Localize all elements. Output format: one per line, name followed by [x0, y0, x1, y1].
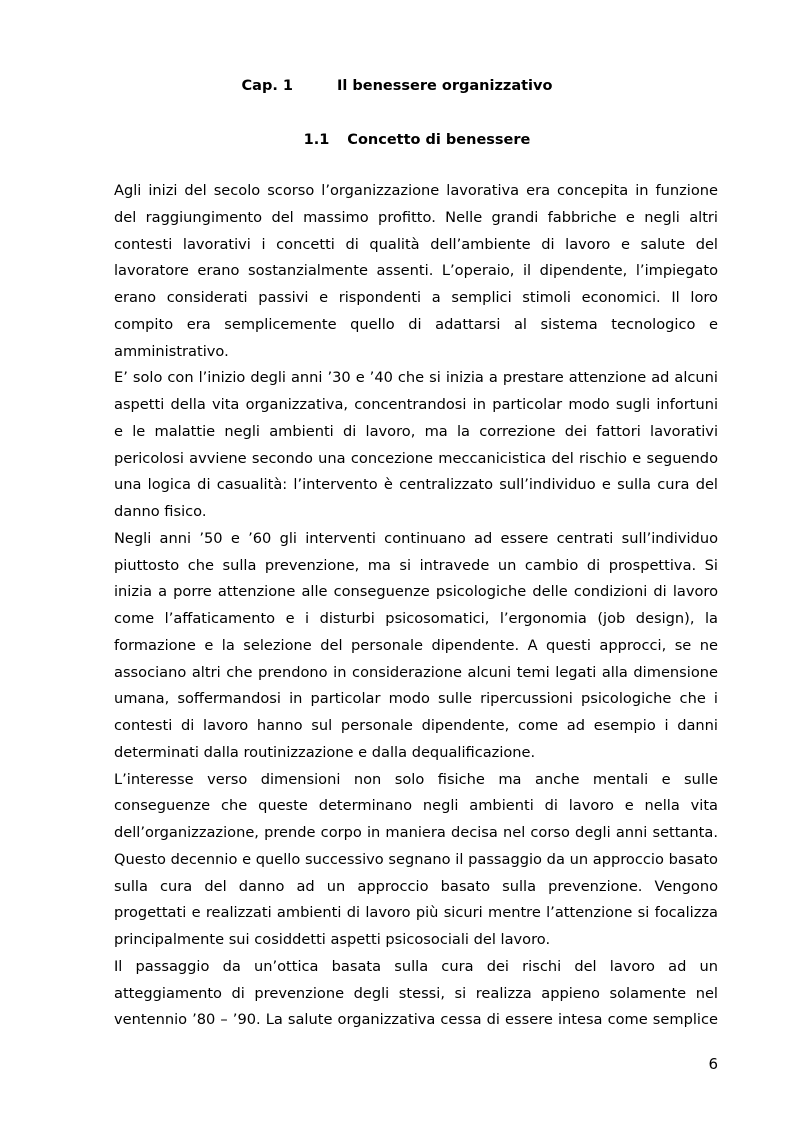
text-line: atteggiamento di prevenzione degli stessi, si realizza appieno solamente nel: [114, 984, 718, 1002]
text-line: lavoratore erano sostanzialmente assenti. L’operaio, il dipendente, l’impiegato: [114, 262, 718, 280]
chapter-heading: [0, 76, 794, 96]
page-number: 6: [708, 1055, 718, 1073]
text-line: sulla cura del danno ad un approccio basato sulla prevenzione. Vengono: [114, 877, 718, 895]
section-heading: [0, 130, 794, 150]
text-line: danno fisico.: [114, 503, 207, 520]
text-line: una logica di casualità: l’intervento è centralizzato sull’individuo e sulla cura del: [114, 476, 718, 494]
text-line: e le malattie negli ambienti di lavoro, ma la correzione dei fattori lavorativi: [114, 422, 718, 440]
text-line: associano altri che prendono in considerazione alcuni temi legati alla dimensione: [114, 663, 718, 681]
text-line: aspetti della vita organizzativa, concentrandosi in particolar modo sugli infortuni: [114, 396, 718, 413]
text-line: compito era semplicemente quello di adattarsi al sistema tecnologico e: [114, 315, 718, 333]
text-line: erano considerati passivi e rispondenti a semplici stimoli economici. Il loro: [114, 289, 718, 306]
section-title: Concetto di benessere: [347, 132, 531, 148]
text-line: amministrativo.: [114, 342, 229, 360]
text-line: inizia a porre attenzione alle conseguenze psicologiche delle condizioni di lavoro: [114, 583, 718, 601]
text-line: come l’affaticamento e i disturbi psicosomatici, l’ergonomia (job design), la: [114, 610, 718, 627]
body-text: [114, 178, 718, 1034]
text-line: formazione e la selezione del personale dipendente. A questi approcci, se ne: [114, 636, 718, 654]
text-line: principalmente sui cosiddetti aspetti psicosociali del lavoro.: [114, 931, 551, 948]
text-line: Questo decennio e quello successivo segnano il passaggio da un approccio basato: [114, 850, 718, 868]
text-line: contesti lavorativi i concetti di qualità dell’ambiente di lavoro e salute del: [114, 235, 718, 253]
section-number: 1.1: [303, 132, 330, 148]
text-line: del raggiungimento del massimo profitto. Nelle grandi fabbriche e negli altri: [114, 208, 718, 226]
chapter-title: Il benessere organizzativo: [336, 78, 553, 94]
text-line: conseguenze che queste determinano negli ambienti di lavoro e nella vita: [114, 797, 718, 815]
text-line: dell’organizzazione, prende corpo in maniera decisa nel corso degli anni settanta.: [114, 824, 718, 841]
chapter-number: Cap. 1: [241, 78, 293, 94]
text-line: L’interesse verso dimensioni non solo fisiche ma anche mentali e sulle: [114, 770, 718, 788]
text-line: ventennio ’80 – ’90. La salute organizzativa cessa di essere intesa come semplice: [114, 1011, 718, 1029]
text-line: progettati e realizzati ambienti di lavoro più sicuri mentre l’attenzione si focalizza: [114, 904, 718, 922]
text-line: E’ solo con l’inizio degli anni ’30 e ’40 che si inizia a prestare attenzione ad alcuni: [114, 369, 718, 387]
text-line: Agli inizi del secolo scorso l’organizzazione lavorativa era concepita in funzione: [114, 182, 718, 199]
text-line: determinati dalla routinizzazione e dalla dequalificazione.: [114, 743, 536, 761]
text-line: umana, soffermandosi in particolar modo sulle ripercussioni psicologiche che i: [114, 690, 718, 708]
text-line: contesti di lavoro hanno sul personale dipendente, come ad esempio i danni: [114, 717, 718, 734]
text-line: Negli anni ’50 e ’60 gli interventi continuano ad essere centrati sull’individuo: [114, 529, 718, 547]
text-line: pericolosi avviene secondo una concezione meccanicistica del rischio e seguendo: [114, 449, 718, 467]
text-line: piuttosto che sulla prevenzione, ma si intravede un cambio di prospettiva. Si: [114, 556, 718, 574]
text-line: Il passaggio da un’ottica basata sulla cura dei rischi del lavoro ad un: [114, 957, 718, 975]
